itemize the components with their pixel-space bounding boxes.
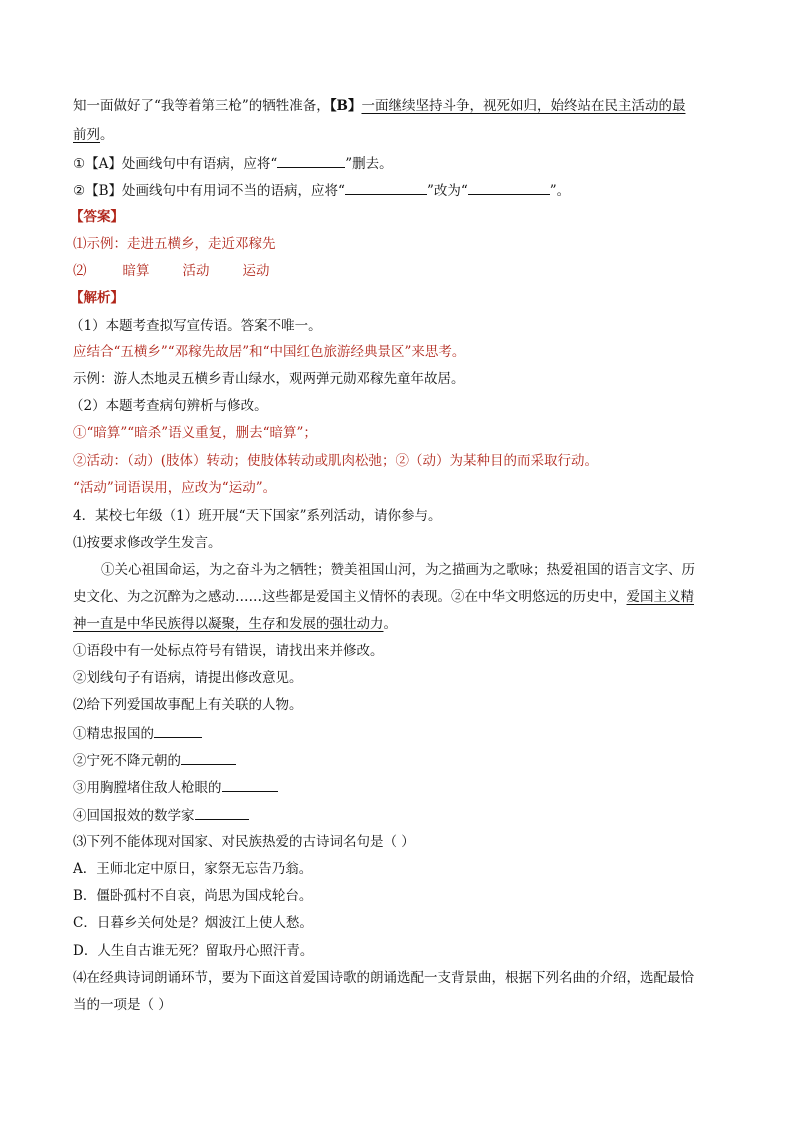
answer-blank[interactable] (345, 180, 427, 195)
answer-2-word-2: 活动 (182, 263, 210, 279)
passage-line-2 (73, 587, 694, 607)
intro-line-1 (73, 96, 685, 116)
answer-blank[interactable] (468, 180, 550, 195)
passage-text: 史文化、为之沉醉为之感动……这些都是爱国主义情怀的表现。②在中华文明悠远的历史中， (73, 589, 627, 605)
question-b-text: ②【B】处画线句中有用词不当的语病，应将“ (73, 183, 345, 199)
answer-blank[interactable] (181, 750, 236, 765)
answer-1: ⑴示例：走进五横乡，走近邓稼先 (73, 236, 276, 252)
question-4-sub-1: ⑴按要求修改学生发言。 (73, 535, 222, 551)
question-4-sub-4-line-1: ⑷在经典诗词朗诵环节，要为下面这首爱国诗歌的朗诵选配一支背景曲，根据下列名曲的介绍，选配最恰 (73, 970, 694, 986)
fill-item-text: ④回国报效的数学家 (73, 808, 195, 824)
analysis-line: 应结合“五横乡”“邓稼先故居”和“中国红色旅游经典景区”来思考。 (73, 344, 466, 360)
fill-item (73, 805, 249, 826)
question-b-end: ”。 (549, 183, 571, 199)
answer-blank[interactable] (277, 153, 345, 168)
question-b (73, 180, 570, 201)
answer-header: 【答案】 (70, 209, 124, 225)
option-d[interactable]: D．人生自古谁无死？留取丹心照汗青。 (73, 943, 314, 959)
option-a[interactable]: A．王师北定中原日，家祭无忘告乃翁。 (73, 861, 313, 877)
question-4-sub-3: ⑶下列不能体现对国家、对民族热爱的古诗词名句是（ ） (73, 834, 415, 850)
punct: 。 (100, 127, 114, 143)
answer-2-word-1: 暗算 (122, 263, 150, 279)
intro-line-2 (73, 125, 114, 145)
fill-item-text: ②宁死不降元朝的 (73, 753, 181, 769)
answer-2 (73, 261, 270, 281)
question-a-end: ”删去。 (345, 156, 393, 172)
answer-2-word-3: 运动 (242, 263, 270, 279)
passage-line-3 (73, 614, 397, 634)
question-4-ask-1: ①语段中有一处标点符号有错误，请找出来并修改。 (73, 643, 384, 659)
question-4-title: 4．某校七年级（1）班开展“天下国家”系列活动，请你参与。 (73, 508, 442, 524)
fill-item-text: ③用胸膛堵住敌人枪眼的 (73, 780, 222, 796)
punct: 。 (383, 616, 397, 632)
fill-item (73, 750, 236, 771)
underlined-sentence-b-end: 前列 (73, 127, 100, 143)
question-4-sub-4-line-2: 当的一项是（ ） (73, 997, 172, 1013)
answer-blank[interactable] (222, 777, 278, 792)
passage-line-1: ①关心祖国命运，为之奋斗为之牺牲；赞美祖国山河，为之描画为之歌咏；热爱祖国的语言文字、历 (101, 562, 695, 578)
fill-item (73, 723, 202, 744)
question-4-sub-2: ⑵给下列爱国故事配上有关联的人物。 (73, 697, 303, 713)
underlined-sentence: 神一直是中华民族得以凝聚，生存和发展的强壮动力 (73, 616, 384, 632)
underlined-sentence: 爱国主义精 (626, 589, 694, 605)
analysis-line: （2）本题考查病句辨析与修改。 (70, 398, 268, 414)
question-a-text: ①【A】处画线句中有语病，应将“ (73, 156, 278, 172)
analysis-line: ①“暗算”“暗杀”语义重复，删去“暗算”； (73, 425, 317, 441)
marker-b: 【B】 (329, 98, 362, 114)
analysis-line: ②活动：（动）(肢体）转动；使肢体转动或肌肉松弛；②（动）为某种目的而采取行动。 (73, 453, 599, 469)
option-c[interactable]: C．日暮乡关何处是？烟波江上使人愁。 (73, 915, 313, 931)
analysis-header: 【解析】 (70, 290, 124, 306)
question-a (73, 153, 393, 174)
answer-blank[interactable] (195, 805, 249, 820)
question-4-ask-2: ②划线句子有语病，请提出修改意见。 (73, 670, 303, 686)
fill-item (73, 777, 278, 798)
answer-blank[interactable] (154, 723, 202, 738)
analysis-line: （1）本题考查拟写宣传语。答案不唯一。 (70, 318, 322, 334)
answer-2-num: ⑵ (73, 263, 87, 279)
fill-item-text: ①精忠报国的 (73, 726, 154, 742)
question-b-mid: ”改为“ (426, 183, 468, 199)
analysis-line: 示例：游人杰地灵五横乡青山绿水，观两弹元勋邓稼先童年故居。 (73, 371, 465, 387)
underlined-sentence-b: 一面继续坚持斗争，视死如归，始终站在民主活动的最 (361, 98, 686, 114)
analysis-line: “活动”词语误用，应改为“运动”。 (73, 480, 277, 496)
intro-text: 知一面做好了“我等着第三枪”的牺牲准备， (73, 98, 330, 114)
option-b[interactable]: B．僵卧孤村不自哀，尚思为国戍轮台。 (73, 888, 313, 904)
